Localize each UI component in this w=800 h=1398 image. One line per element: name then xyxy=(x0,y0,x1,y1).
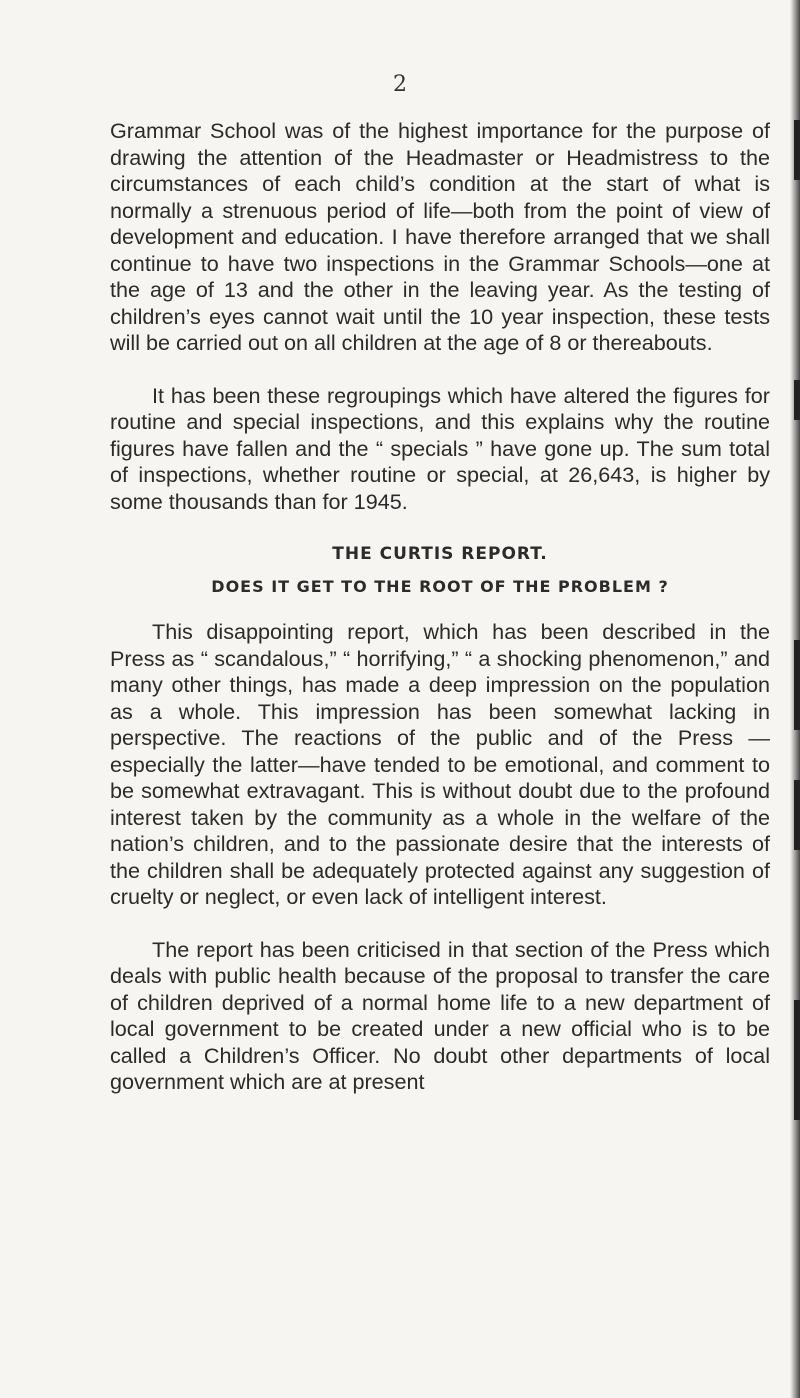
page-edge-mark xyxy=(794,120,800,180)
page-edge-mark xyxy=(794,780,800,850)
paragraph-regroupings: It has been these regroupings which have altered the figures for routine and special inspections, and this explains why the routine figures have fallen and the “ specials ” have gone up. The sum total of inspections, whether routine or special, at 26,643, is higher by some thousands than for 1945. xyxy=(110,382,770,514)
paragraph-disappointing-report: This disappointing report, which has been described in the Press as “ scandalous,” “ horrifying,” “ a shocking phenomenon,” and many other things, has made a deep impression on the population as a whole. This impression has been somewhat lacking in perspective. The reactions of the public and of the Press — especially the latter—have tended to be emotional, and comment to be somewhat extravagant. This is without doubt due to the profound interest taken by the community as a whole in the welfare of the nation’s children, and to the passionate desire that the interests of the children shall be adequately protected against any suggestion of cruelty or neglect, or even lack of intelligent interest. xyxy=(110,619,770,909)
section-subtitle: DOES IT GET TO THE ROOT OF THE PROBLEM ? xyxy=(211,577,669,596)
page-edge-mark xyxy=(794,380,800,420)
page-edge-mark xyxy=(794,640,800,730)
paragraph-spacer xyxy=(110,911,770,937)
text-column xyxy=(110,118,770,1096)
paragraph-grammar-school: Grammar School was of the highest importance for the purpose of drawing the attention of the Headmaster or Headmistress to the circumstances of each child’s condition at the start of what is normally a strenuous period of life—both from the point of view of development and education. I have therefore arranged that we shall continue to have two inspections in the Grammar Schools—one at the age of 13 and the other in the leaving year. As the testing of children’s eyes cannot wait until the 10 year inspection, these tests will be carried out on all children at the age of 8 or thereabouts. xyxy=(110,118,770,355)
page-number: 2 xyxy=(393,72,407,97)
paragraph-report-criticised: The report has been criticised in that section of the Press which deals with public health because of the proposal to transfer the care of children deprived of a normal home life to a new department of local government to be created under a new official who is to be called a Children’s Officer. No doubt other departments of local government which are at present xyxy=(110,936,770,1094)
paragraph-spacer xyxy=(110,357,770,383)
section-spacer xyxy=(110,599,770,619)
section-title: THE CURTIS REPORT. xyxy=(332,544,548,564)
page-edge-mark xyxy=(794,1000,800,1120)
section-spacer xyxy=(110,515,770,541)
